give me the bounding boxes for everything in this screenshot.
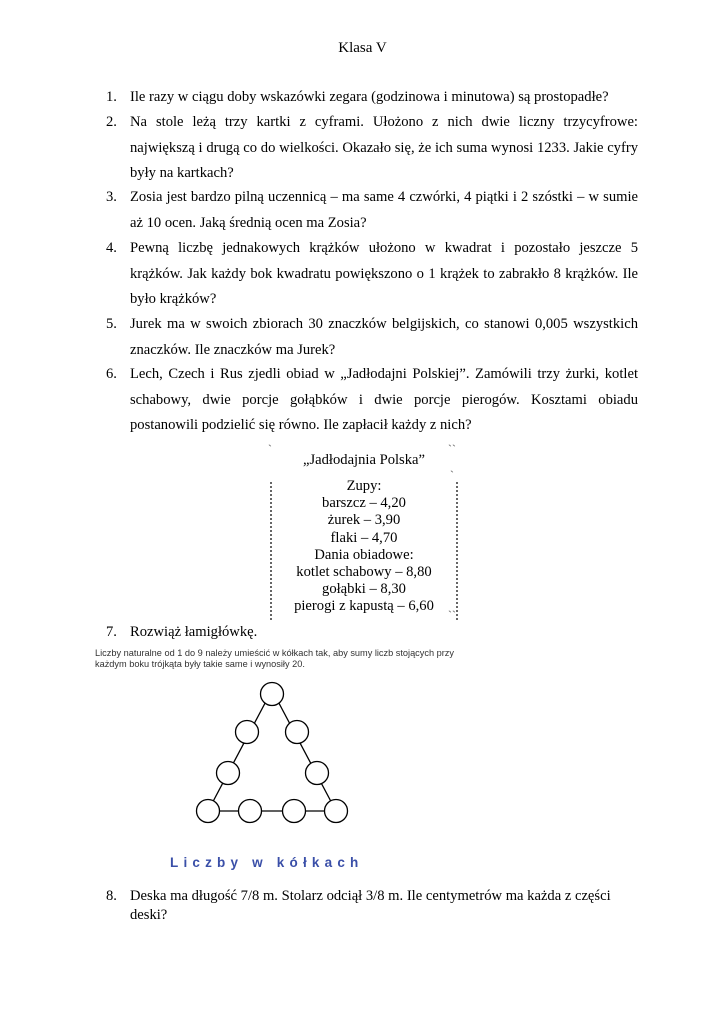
- question-number: 3.: [106, 189, 117, 205]
- question-5: [106, 312, 638, 363]
- puzzle-instruction: Liczby naturalne od 1 do 9 należy umieścić w kółkach tak, aby sumy liczb stojących przy każdym boku trójkąta były takie same i wynosiły 20.: [95, 648, 454, 669]
- question-8: [106, 887, 638, 925]
- question-number: 7.: [106, 624, 117, 640]
- question-text: Zosia jest bardzo pilną uczennicą – ma same 4 czwórki, 4 piątki i 2 szóstki – w sumie aż 10 ocen. Jaką średnią ocen ma Zosia?: [130, 189, 638, 231]
- menu-line: Zupy:: [346, 478, 382, 494]
- puzzle-circle[interactable]: [239, 800, 262, 823]
- restaurant-menu: [262, 442, 466, 620]
- menu-line: gołąbki – 8,30: [322, 581, 406, 598]
- question-6: [106, 362, 638, 439]
- question-3: [106, 185, 638, 236]
- puzzle-circle[interactable]: [286, 721, 309, 744]
- menu-corner-mark: ``: [448, 608, 456, 622]
- puzzle-circle[interactable]: [283, 800, 306, 823]
- question-number: 4.: [106, 240, 117, 256]
- question-text: Deska ma długość 7/8 m. Stolarz odciął 3/8 m. Ile centymetrów ma każda z części deski?: [130, 888, 611, 923]
- puzzle-circle[interactable]: [197, 800, 220, 823]
- menu-line: pierogi z kapustą – 6,60: [294, 598, 434, 615]
- menu-line: flaki – 4,70: [330, 529, 398, 546]
- question-text: Jurek ma w swoich zbiorach 30 znaczków belgijskich, co stanowi 0,005 wszystkich znaczków. Ile znaczków ma Jurek?: [130, 316, 638, 358]
- puzzle-circle[interactable]: [217, 762, 240, 785]
- question-number: 5.: [106, 316, 117, 332]
- menu-line: kotlet schabowy – 8,80: [296, 564, 432, 581]
- question-4: [106, 236, 638, 313]
- menu-corner-mark: `: [268, 442, 272, 456]
- menu-line: Dania obiadowe:: [314, 546, 414, 563]
- question-text: Na stole leżą trzy kartki z cyframi. Ułożono z nich dwie liczny trzycyfrowe: największą i drugą co do wielkości. Okazało się, że ich suma wynosi 1233. Jakie cyfry były na kartkach?: [130, 114, 638, 181]
- menu-line: żurek – 3,90: [327, 512, 401, 529]
- puzzle-circle[interactable]: [261, 683, 284, 706]
- puzzle-circle[interactable]: [236, 721, 259, 744]
- question-1: [106, 85, 638, 111]
- question-number: 6.: [106, 366, 117, 382]
- triangle-side-right: [272, 690, 336, 811]
- question-text: Lech, Czech i Rus zjedli obiad w „Jadłodajni Polskiej”. Zamówili trzy żurki, kotlet schabowy, dwie porcje gołąbków i dwie porcje pierogów. Kosztami obiadu postanowili podzielić się równo. Ile zapłacił każdy z nich?: [130, 366, 638, 433]
- triangle-puzzle: [190, 680, 360, 840]
- question-text: Rozwiąż łamigłówkę.: [130, 624, 258, 640]
- triangle-side-left: [208, 690, 272, 811]
- puzzle-circle[interactable]: [325, 800, 348, 823]
- menu-items: [262, 478, 466, 616]
- question-text: Pewną liczbę jednakowych krążków ułożono w kwadrat i pozostało jeszcze 5 krążków. Jak każdy bok kwadratu powiększono o 1 krążek to zabrakło 8 krążków. Ile było krążków?: [130, 240, 638, 307]
- puzzle-label: Liczby w kółkach: [170, 855, 364, 870]
- page-title: Klasa V: [338, 40, 387, 56]
- menu-corner-mark: ``: [448, 442, 456, 456]
- question-2: [106, 110, 638, 187]
- question-text: Ile razy w ciągu doby wskazówki zegara (godzinowa i minutowa) są prostopadłe?: [130, 89, 609, 105]
- question-number: 1.: [106, 89, 117, 105]
- menu-title: „Jadłodajnia Polska”: [303, 452, 425, 468]
- question-number: 8.: [106, 888, 117, 904]
- question-number: 2.: [106, 114, 117, 130]
- puzzle-circle[interactable]: [306, 762, 329, 785]
- question-7: [106, 620, 638, 646]
- menu-line: barszcz – 4,20: [322, 495, 406, 512]
- menu-corner-mark: `: [450, 468, 454, 482]
